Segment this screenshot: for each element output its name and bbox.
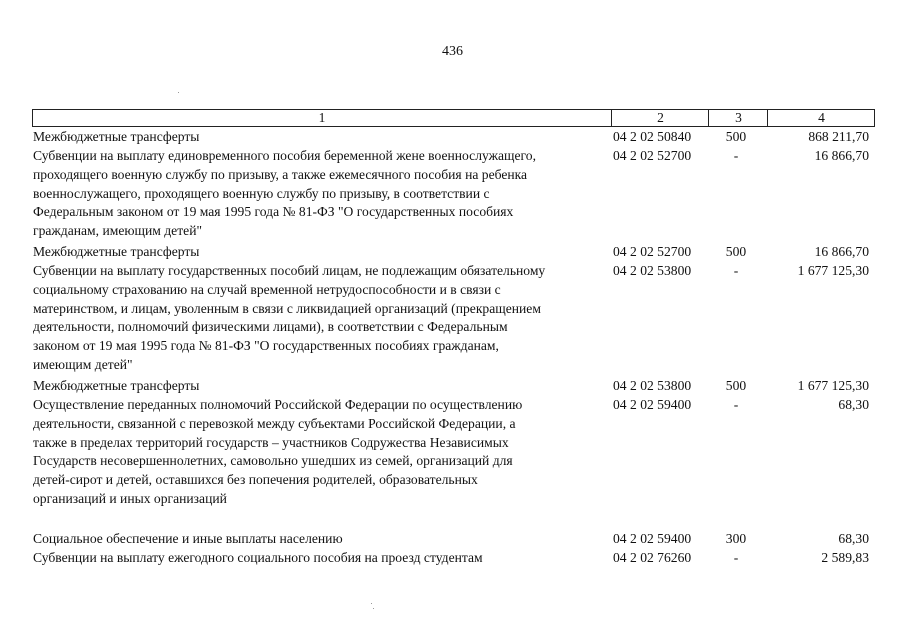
description-line: Межбюджетные трансферты xyxy=(33,378,200,393)
row-amount: 16 866,70 xyxy=(814,148,869,163)
row-expense-type: 500 xyxy=(725,244,747,259)
row-code: 04 2 02 76260 xyxy=(613,550,692,565)
description-line: материнством, и лицам, уволенным в связи с ликвидацией организаций (прекращением xyxy=(33,300,541,316)
row-expense-type: 500 xyxy=(725,378,747,393)
description-line: Межбюджетные трансферты xyxy=(33,244,200,259)
description-line: социальному страхованию на случай временной нетрудоспособности и в связи с xyxy=(33,281,501,297)
description-line: также в пределах территорий государств – участников Содружества Независимых xyxy=(33,434,509,450)
row-description xyxy=(33,530,609,549)
description-line: военнослужащего, проходящего военную службу по призыву, в соответствии с xyxy=(33,185,490,201)
header-col-3: 3 xyxy=(708,110,768,126)
description-line: деятельности, связанной с перевозкой между субъектами Российской Федерации, а xyxy=(33,415,516,431)
scan-speck xyxy=(373,608,374,609)
description-line: деятельности, полномочий физическими лицами), в соответствии с Федеральным xyxy=(33,319,508,335)
row-expense-type: - xyxy=(733,263,739,278)
scan-speck xyxy=(371,603,372,604)
row-amount: 1 677 125,30 xyxy=(797,378,869,393)
row-expense-type: 500 xyxy=(725,129,747,144)
row-code: 04 2 02 50840 xyxy=(613,129,692,144)
row-amount: 1 677 125,30 xyxy=(797,263,869,278)
row-expense-type: - xyxy=(733,148,739,163)
row-expense-type: - xyxy=(733,397,739,412)
description-line: законом от 19 мая 1995 года № 81-ФЗ "О государственных пособиях гражданам, xyxy=(33,338,499,354)
description-line: гражданам, имеющим детей" xyxy=(33,223,203,239)
row-expense-type: - xyxy=(733,550,739,565)
header-col-2: 2 xyxy=(611,110,709,126)
scan-speck xyxy=(178,92,179,93)
description-line: Субвенции на выплату ежегодного социального пособия на проезд студентам xyxy=(33,550,483,565)
row-amount: 868 211,70 xyxy=(808,129,869,144)
row-expense-type: 300 xyxy=(725,531,747,546)
row-code: 04 2 02 53800 xyxy=(613,378,692,393)
row-code: 04 2 02 59400 xyxy=(613,397,692,412)
table-header xyxy=(32,109,875,127)
row-amount: 68,30 xyxy=(838,397,869,412)
row-code: 04 2 02 53800 xyxy=(613,263,692,278)
header-col-4: 4 xyxy=(767,110,875,126)
row-description xyxy=(33,549,609,568)
description-line: детей-сирот и детей, оставшихся без попечения родителей, образовательных xyxy=(33,472,478,488)
page-number: 436 xyxy=(442,44,463,59)
row-code: 04 2 02 52700 xyxy=(613,148,692,163)
row-amount: 16 866,70 xyxy=(814,244,869,259)
description-line: Межбюджетные трансферты xyxy=(33,129,200,144)
row-code: 04 2 02 59400 xyxy=(613,531,692,546)
description-line: организаций и иных организаций xyxy=(33,490,227,506)
header-col-1: 1 xyxy=(318,110,326,125)
row-description xyxy=(33,262,609,375)
row-description xyxy=(33,377,609,396)
description-line: проходящего военную службу по призыву, а также ежемесячного пособия на ребенка xyxy=(33,166,528,182)
description-line: Государств несовершеннолетних, самовольно ушедших из семей, организаций для xyxy=(33,453,513,469)
description-line: Социальное обеспечение и иные выплаты населению xyxy=(33,531,343,546)
description-line: Субвенции на выплату единовременного пособия беременной жене военнослужащего, xyxy=(33,148,536,163)
description-line: Осуществление переданных полномочий Российской Федерации по осуществлению xyxy=(33,397,523,412)
row-description xyxy=(33,396,609,509)
row-amount: 2 589,83 xyxy=(821,550,869,565)
description-line: Субвенции на выплату государственных пособий лицам, не подлежащим обязательному xyxy=(33,263,546,278)
row-description xyxy=(33,128,609,147)
row-description xyxy=(33,243,609,262)
row-amount: 68,30 xyxy=(838,531,869,546)
description-line: имеющим детей" xyxy=(33,356,133,372)
row-description xyxy=(33,147,609,241)
description-line: Федеральным законом от 19 мая 1995 года № 81-ФЗ "О государственных пособиях xyxy=(33,204,514,220)
row-code: 04 2 02 52700 xyxy=(613,244,692,259)
